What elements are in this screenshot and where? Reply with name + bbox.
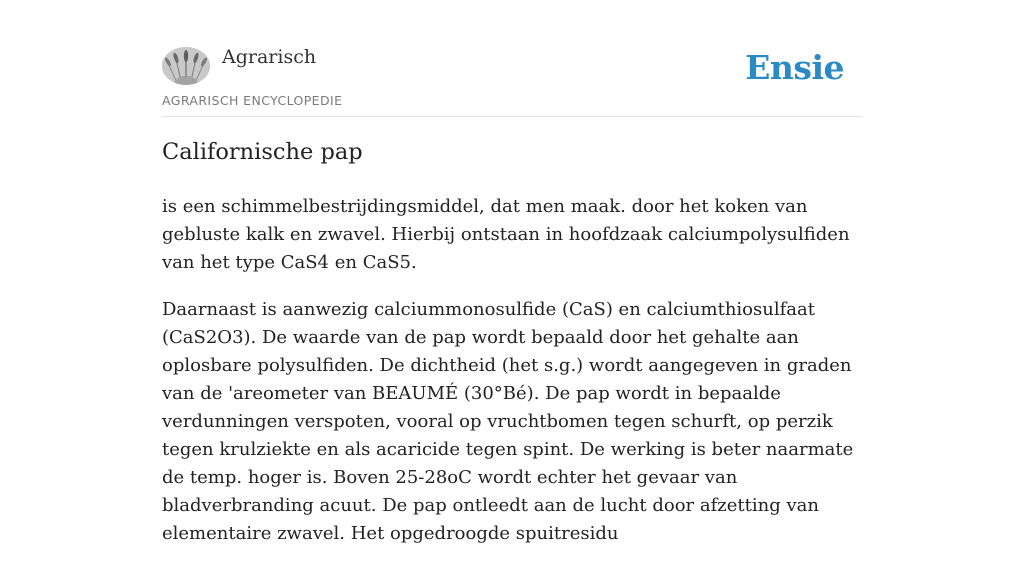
wheat-illustration (162, 47, 210, 85)
article-paragraph: Daarnaast is aanwezig calciummonosulfide (CaS) en calciumthiosulfaat (CaS2O3). De waarde van de pap wordt bepaald door het gehalte aan oplosbare polysulfiden. De dichtheid (het s.g.) wordt aangegeven in graden van de 'areometer van BEAUMÉ (30°Bé). De pap wordt in bepaalde verdunningen verspoten, vooral op vruchtbomen tegen schurft, op perzik tegen krulziekte en als acaricide tegen spint. De werking is beter naarmate de temp. hoger is. Boven 25-28oC wordt echter het gevaar van bladverbranding acuut. De pap ontleedt aan de lucht door afzetting van elementaire zwavel. Het opgedroogde spuitresidu (162, 299, 854, 544)
article-title: Californische pap (162, 139, 363, 165)
site-subtitle: AGRARISCH ENCYCLOPEDIE (162, 93, 343, 108)
site-name[interactable]: Agrarisch (222, 46, 317, 68)
article-paragraph: is een schimmelbestrijdingsmiddel, dat men maak. door het koken van gebluste kalk en zwavel. Hierbij ontstaan in hoofdzaak calciumpolysulfiden van het type CaS4 en CaS5. (162, 196, 850, 273)
wheat-image-icon[interactable] (162, 47, 210, 85)
ensie-logo[interactable]: Ensie (745, 48, 844, 87)
site-header (162, 44, 862, 117)
article-body (162, 193, 872, 567)
